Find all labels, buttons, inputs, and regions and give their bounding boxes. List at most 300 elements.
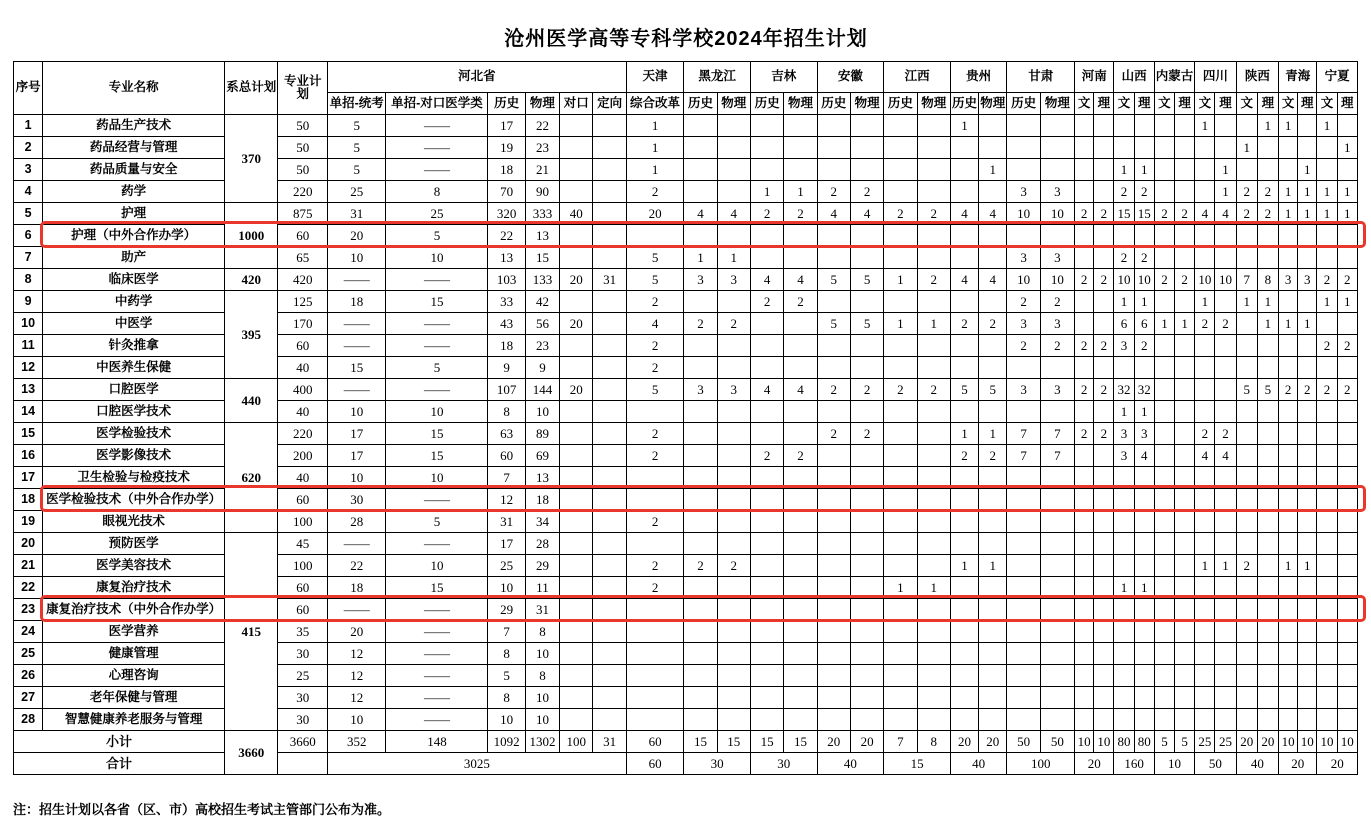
plan-value: ——: [386, 709, 488, 731]
col-subheader: 物理: [917, 93, 950, 115]
plan-value: [950, 511, 978, 533]
plan-value: [1257, 643, 1278, 665]
plan-value: 1: [784, 181, 817, 203]
plan-value: [1236, 357, 1257, 379]
plan-value: [593, 401, 626, 423]
plan-value: [817, 621, 850, 643]
table-row: [14, 379, 1358, 401]
plan-value: [1257, 225, 1278, 247]
plan-value: [1298, 357, 1317, 379]
plan-value: 69: [525, 445, 559, 467]
plan-value: [1114, 511, 1134, 533]
plan-value: [1215, 621, 1236, 643]
plan-value: [884, 555, 917, 577]
table-row: [14, 577, 1358, 599]
table-row: [14, 533, 1358, 555]
plan-value: 10: [1215, 269, 1236, 291]
plan-value: 1: [1195, 555, 1215, 577]
plan-value: [950, 137, 978, 159]
plan-value: [684, 445, 717, 467]
plan-value: [784, 467, 817, 489]
plan-value: [1075, 401, 1094, 423]
plan-value: 2: [950, 445, 978, 467]
plan-value: [684, 225, 717, 247]
plan-value: [1317, 159, 1337, 181]
grand-total-province: 50: [1195, 753, 1236, 775]
grand-total-province: 20: [1279, 753, 1317, 775]
plan-value: [950, 159, 978, 181]
plan-value: 2: [684, 555, 717, 577]
plan-value: [560, 247, 593, 269]
major-name: 健康管理: [43, 643, 225, 665]
plan-value: 10: [386, 555, 488, 577]
plan-value: [560, 489, 593, 511]
plan-value: [1114, 115, 1134, 137]
plan-value: [1114, 621, 1134, 643]
plan-value: [1195, 709, 1215, 731]
plan-value: 60: [278, 489, 327, 511]
plan-value: [1040, 511, 1074, 533]
plan-value: [1134, 489, 1154, 511]
col-subheader: 文: [1317, 93, 1337, 115]
col-subheader: 单招-对口医学类: [386, 93, 488, 115]
plan-value: [717, 511, 750, 533]
plan-value: [1298, 577, 1317, 599]
plan-value: [750, 467, 783, 489]
plan-value: [1298, 643, 1317, 665]
plan-value: [979, 335, 1007, 357]
plan-value: 13: [488, 247, 525, 269]
plan-value: [1279, 687, 1298, 709]
col-header-major: 专业名称: [43, 62, 225, 115]
plan-value: [1257, 621, 1278, 643]
plan-value: [1195, 621, 1215, 643]
col-subheader: 历史: [884, 93, 917, 115]
plan-value: 320: [488, 203, 525, 225]
plan-value: [1154, 335, 1174, 357]
plan-value: [850, 665, 883, 687]
plan-value: [1075, 599, 1094, 621]
plan-value: [1040, 401, 1074, 423]
plan-value: [979, 489, 1007, 511]
major-name: 心理咨询: [43, 665, 225, 687]
plan-value: 1: [626, 115, 684, 137]
plan-value: [1317, 137, 1337, 159]
plan-value: [1317, 489, 1337, 511]
plan-value: 10: [327, 709, 386, 731]
col-subheader: 理: [1175, 93, 1195, 115]
col-subheader: 物理: [784, 93, 817, 115]
plan-value: [684, 665, 717, 687]
plan-value: 40: [560, 203, 593, 225]
plan-value: 65: [278, 247, 327, 269]
plan-value: [560, 225, 593, 247]
plan-value: [684, 511, 717, 533]
plan-value: 89: [525, 423, 559, 445]
subtotal-value: 3660: [278, 731, 327, 753]
row-serial: 26: [14, 665, 43, 687]
plan-value: [1075, 247, 1094, 269]
plan-value: [1257, 709, 1278, 731]
plan-value: 30: [278, 643, 327, 665]
plan-value: [950, 291, 978, 313]
plan-value: 28: [525, 533, 559, 555]
plan-value: 3: [684, 269, 717, 291]
plan-value: [1134, 687, 1154, 709]
plan-value: [1075, 445, 1094, 467]
col-subheader: 历史: [488, 93, 525, 115]
col-header-dept-total: 系总计划: [224, 62, 278, 115]
plan-value: [750, 137, 783, 159]
plan-value: 2: [1215, 313, 1236, 335]
plan-value: 10: [386, 467, 488, 489]
row-serial: 24: [14, 621, 43, 643]
plan-value: [1195, 467, 1215, 489]
plan-value: [1134, 357, 1154, 379]
plan-value: 1: [1279, 313, 1298, 335]
col-subheader: 历史: [1007, 93, 1040, 115]
plan-value: [1007, 643, 1040, 665]
plan-value: [884, 115, 917, 137]
plan-value: 2: [1075, 203, 1094, 225]
plan-value: 400: [278, 379, 327, 401]
col-header-province: 吉林: [750, 62, 817, 93]
plan-value: [950, 247, 978, 269]
plan-value: [817, 335, 850, 357]
plan-value: [1257, 533, 1278, 555]
plan-value: 34: [525, 511, 559, 533]
plan-value: 2: [1215, 423, 1236, 445]
plan-value: 10: [525, 687, 559, 709]
plan-value: 2: [1236, 203, 1257, 225]
plan-value: [593, 225, 626, 247]
plan-value: [1175, 247, 1195, 269]
plan-value: 3: [1007, 247, 1040, 269]
plan-value: [593, 115, 626, 137]
col-subheader: 物理: [1040, 93, 1074, 115]
plan-value: [1279, 533, 1298, 555]
plan-value: 10: [386, 247, 488, 269]
plan-value: 60: [278, 577, 327, 599]
plan-value: [1175, 291, 1195, 313]
grand-total-row: [14, 753, 1358, 775]
plan-value: [1236, 423, 1257, 445]
plan-value: 10: [525, 643, 559, 665]
plan-value: [917, 291, 950, 313]
plan-value: [684, 687, 717, 709]
plan-value: [593, 137, 626, 159]
row-serial: 28: [14, 709, 43, 731]
major-name: 针灸推拿: [43, 335, 225, 357]
col-subheader: 定向: [593, 93, 626, 115]
plan-value: [717, 489, 750, 511]
plan-value: [1007, 115, 1040, 137]
col-header-province: 江西: [884, 62, 951, 93]
plan-value: [1195, 225, 1215, 247]
plan-value: 10: [1007, 269, 1040, 291]
major-name: 中医学: [43, 313, 225, 335]
plan-value: 3: [1040, 247, 1074, 269]
plan-value: 32: [1114, 379, 1134, 401]
plan-value: 4: [717, 203, 750, 225]
plan-value: 125: [278, 291, 327, 313]
plan-value: [1337, 489, 1357, 511]
plan-value: [1195, 533, 1215, 555]
plan-value: [1215, 247, 1236, 269]
subtotal-value: 15: [750, 731, 783, 753]
plan-value: 12: [327, 665, 386, 687]
plan-value: [950, 467, 978, 489]
plan-value: 15: [1114, 203, 1134, 225]
col-subheader: 物理: [717, 93, 750, 115]
plan-value: [1007, 577, 1040, 599]
plan-value: [1007, 467, 1040, 489]
plan-value: 2: [717, 555, 750, 577]
plan-value: [1094, 577, 1114, 599]
plan-value: 70: [488, 181, 525, 203]
plan-value: [1114, 137, 1134, 159]
plan-value: 22: [488, 225, 525, 247]
grand-total-province: 20: [1317, 753, 1358, 775]
dept-total-value: 420: [224, 269, 278, 291]
plan-value: [1279, 357, 1298, 379]
table-row: [14, 203, 1358, 225]
plan-value: 2: [817, 181, 850, 203]
plan-value: [917, 225, 950, 247]
table-row: [14, 159, 1358, 181]
plan-value: [850, 555, 883, 577]
plan-value: 5: [386, 225, 488, 247]
plan-value: [917, 555, 950, 577]
plan-value: 33: [488, 291, 525, 313]
plan-value: 60: [278, 599, 327, 621]
col-subheader: 历史: [684, 93, 717, 115]
plan-value: [1279, 577, 1298, 599]
plan-value: [1195, 159, 1215, 181]
plan-value: 1: [1257, 291, 1278, 313]
plan-value: 21: [525, 159, 559, 181]
plan-value: [1154, 533, 1174, 555]
plan-value: [1236, 335, 1257, 357]
plan-value: [1337, 599, 1357, 621]
plan-value: [717, 599, 750, 621]
plan-value: [1337, 357, 1357, 379]
plan-value: 3: [1040, 313, 1074, 335]
plan-value: 1: [1279, 555, 1298, 577]
plan-value: 2: [1337, 379, 1357, 401]
plan-value: [1175, 225, 1195, 247]
plan-value: 1: [1317, 291, 1337, 313]
row-serial: 18: [14, 489, 43, 511]
plan-value: 4: [950, 203, 978, 225]
plan-value: [1175, 159, 1195, 181]
plan-value: 5: [626, 247, 684, 269]
plan-value: [1337, 511, 1357, 533]
plan-value: [684, 489, 717, 511]
subtotal-value: 50: [1007, 731, 1040, 753]
major-name: 卫生检验与检疫技术: [43, 467, 225, 489]
table-row: [14, 621, 1358, 643]
plan-value: 1: [1236, 291, 1257, 313]
col-header-major-plan: 专业计划: [278, 62, 327, 115]
plan-value: [917, 401, 950, 423]
plan-value: 10: [488, 709, 525, 731]
plan-value: 2: [1114, 247, 1134, 269]
plan-value: [1075, 159, 1094, 181]
plan-value: [1298, 423, 1317, 445]
plan-value: 63: [488, 423, 525, 445]
plan-value: [1075, 313, 1094, 335]
plan-value: [1175, 379, 1195, 401]
plan-value: [917, 159, 950, 181]
plan-value: [1175, 423, 1195, 445]
plan-value: 2: [1094, 423, 1114, 445]
grand-total-province: 60: [626, 753, 684, 775]
plan-value: [1257, 599, 1278, 621]
plan-value: 1: [1279, 115, 1298, 137]
plan-value: ——: [386, 269, 488, 291]
plan-value: 220: [278, 181, 327, 203]
major-name: 预防医学: [43, 533, 225, 555]
plan-value: 3: [1134, 423, 1154, 445]
plan-value: [1317, 643, 1337, 665]
major-name: 眼视光技术: [43, 511, 225, 533]
plan-value: [1040, 555, 1074, 577]
plan-value: [1279, 489, 1298, 511]
major-name: 护理（中外合作办学）: [43, 225, 225, 247]
plan-value: 5: [327, 137, 386, 159]
row-serial: 2: [14, 137, 43, 159]
plan-value: 5: [817, 269, 850, 291]
col-subheader: 理: [1094, 93, 1114, 115]
plan-value: ——: [386, 533, 488, 555]
plan-value: 15: [386, 577, 488, 599]
plan-value: [950, 577, 978, 599]
plan-value: 56: [525, 313, 559, 335]
row-serial: 4: [14, 181, 43, 203]
plan-value: ——: [386, 599, 488, 621]
plan-value: 3: [1007, 313, 1040, 335]
subtotal-value: 10: [1337, 731, 1357, 753]
plan-value: 18: [327, 577, 386, 599]
plan-value: [750, 577, 783, 599]
plan-value: [979, 665, 1007, 687]
subtotal-value: 80: [1134, 731, 1154, 753]
row-serial: 15: [14, 423, 43, 445]
plan-value: [1236, 115, 1257, 137]
plan-value: 10: [1114, 269, 1134, 291]
plan-value: [1257, 335, 1278, 357]
plan-value: [1134, 225, 1154, 247]
plan-value: [784, 511, 817, 533]
plan-value: [917, 599, 950, 621]
plan-value: 20: [560, 313, 593, 335]
plan-value: [626, 401, 684, 423]
plan-value: 1: [884, 269, 917, 291]
plan-value: [593, 599, 626, 621]
plan-value: [950, 357, 978, 379]
plan-value: [717, 225, 750, 247]
plan-value: [1215, 379, 1236, 401]
plan-value: [717, 159, 750, 181]
plan-value: 2: [626, 445, 684, 467]
plan-value: [884, 291, 917, 313]
plan-value: [593, 247, 626, 269]
col-header-province: 河南: [1075, 62, 1114, 93]
row-serial: 21: [14, 555, 43, 577]
plan-value: [979, 687, 1007, 709]
plan-value: 5: [850, 269, 883, 291]
plan-value: 10: [327, 401, 386, 423]
plan-value: [684, 423, 717, 445]
col-header-province: 宁夏: [1317, 62, 1358, 93]
plan-value: ——: [386, 621, 488, 643]
plan-value: [1175, 687, 1195, 709]
plan-value: [784, 247, 817, 269]
grand-total-province: 160: [1114, 753, 1154, 775]
plan-value: 8: [386, 181, 488, 203]
plan-value: 2: [1007, 291, 1040, 313]
table-row: [14, 269, 1358, 291]
table-row: [14, 665, 1358, 687]
plan-value: 1: [750, 181, 783, 203]
plan-value: 3: [1007, 379, 1040, 401]
plan-value: [817, 137, 850, 159]
major-name: 药品经营与管理: [43, 137, 225, 159]
plan-value: [750, 159, 783, 181]
plan-value: 10: [327, 247, 386, 269]
plan-value: [1257, 159, 1278, 181]
subtotal-value: 15: [684, 731, 717, 753]
plan-value: [1075, 511, 1094, 533]
plan-value: 10: [1007, 203, 1040, 225]
plan-value: [950, 335, 978, 357]
plan-value: [917, 643, 950, 665]
plan-value: [1007, 511, 1040, 533]
plan-value: [560, 445, 593, 467]
plan-value: 1: [950, 555, 978, 577]
plan-value: [1094, 159, 1114, 181]
plan-value: 2: [1175, 269, 1195, 291]
plan-value: [1215, 137, 1236, 159]
plan-value: 50: [278, 159, 327, 181]
plan-value: [950, 599, 978, 621]
plan-value: [1317, 687, 1337, 709]
plan-value: [1094, 467, 1114, 489]
dept-total-value: 415: [224, 533, 278, 731]
plan-value: [1298, 709, 1317, 731]
plan-value: [850, 621, 883, 643]
plan-value: 2: [1094, 269, 1114, 291]
plan-value: 2: [1317, 335, 1337, 357]
plan-value: [1257, 511, 1278, 533]
plan-value: [1134, 533, 1154, 555]
plan-value: 18: [488, 159, 525, 181]
subtotal-value: 20: [950, 731, 978, 753]
plan-value: [560, 357, 593, 379]
plan-value: [1175, 709, 1195, 731]
dept-total-value: 440: [224, 379, 278, 423]
plan-value: [1337, 533, 1357, 555]
plan-value: [1094, 225, 1114, 247]
plan-value: [717, 181, 750, 203]
plan-value: [1007, 137, 1040, 159]
plan-value: [1075, 621, 1094, 643]
plan-value: [817, 577, 850, 599]
plan-value: 10: [525, 401, 559, 423]
plan-value: [1175, 599, 1195, 621]
col-subheader: 历史: [817, 93, 850, 115]
